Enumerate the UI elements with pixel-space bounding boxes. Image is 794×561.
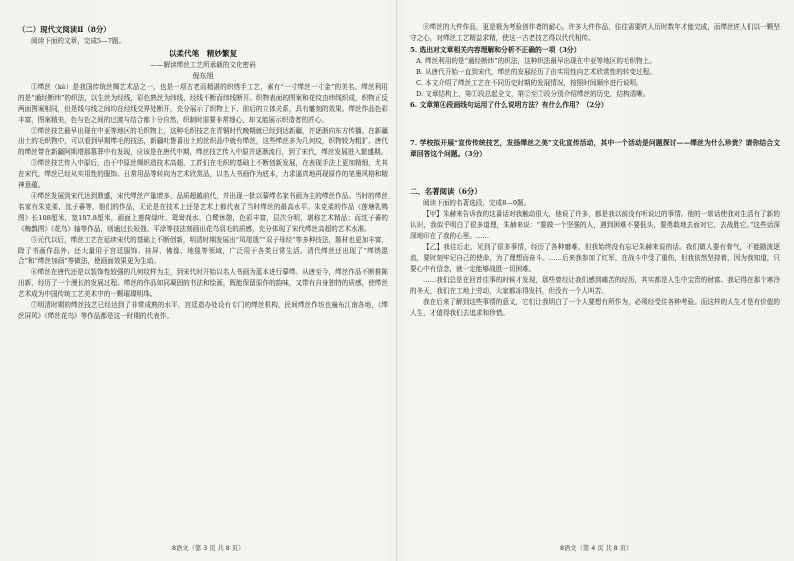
excerpt-yi: 【乙】我往后走，见到了很多事情，经历了各种磨难，但我始终没有忘记朱赫来说的话。我们做人要有骨气，不能随波逐流，要时刻牢记自己的使命，为了理想而奋斗。……后来我参加了红军，在战斗中受了重伤，但我依然坚持着，因为我知道，只要心中有信念，就一定能够战胜一切困难。	[410, 243, 780, 273]
article-author: 倪东旭	[192, 71, 214, 80]
paragraph-8: ⑧缂丝的大件作品，更是极为考验创作者的耐心。许多大件作品，往往需要匠人历时数年才能完成，而缂丝匠人们以一颗坚守之心，对缂丝工艺精益求精，使这一古老技艺得以代代相传。	[410, 23, 780, 42]
paragraph-4: ④缂丝发展到宋代达到鼎盛，宋代缂丝产量增多，品质超越前代，并出现一批以摹缂名家书画为主的缂丝作品。当时的缂丝名家有朱克柔、沈子蕃等，他们的作品，无论是在技术上还是艺术上都代表了当时缂丝的最高水平。朱克柔的作品《莲塘乳鸭图》长108厘米，宽107.8厘米，画面上莲荷绿叶、鸳鸯戏水、白鹭休憩，色彩丰富，层次分明，堪称艺术精品；而沈子蕃的《梅鹊图》《花鸟》轴等作品，则通过长短戗、平涂等技法刻画出花鸟羽毛的质感，充分体现了宋代缂丝高超的艺术水准。	[18, 191, 388, 233]
option-d: D. 文章结构上，第①段总起全文，第②至⑦段分别介绍缂丝的历史，结构清晰。	[416, 89, 650, 98]
excerpt-tail: 我在后来了解到这些事情的意义，它们让我明白了一个人要想有所作为，必须经受住各种考验。而这样的人生才是有价值的人生，才值得我们去追求和珍惜。	[410, 297, 780, 317]
instruction: 阅读下面的名著选段，完成8—9题。	[423, 199, 531, 208]
left-page	[18, 22, 388, 537]
paragraph-5: ⑤元代以后，缂丝工艺在延续宋代的基础上不断创新，明清时期发展出“凤尾戗”“双子母经”等多种技法，题材也更加丰富，除了书画作品外，还大量用于宫廷服饰、挂屏、佛像、地毯等领域，广泛用于各类日常生活。清代缂丝还出现了“缂绣混合”和“缂丝加画”等做法，使画面效果更为生动。	[18, 235, 388, 266]
question-6: 6. 文章第④段画线句运用了什么说明方法？有什么作用？（2分）	[410, 101, 608, 110]
page-footer: 8语文（第 3 页 共 8 页）	[172, 545, 245, 552]
instruction: 阅读下面的文章，完成5—7题。	[31, 37, 126, 45]
option-c: C. 本文介绍了缂丝工艺在不同历史时期的发展情况，按照时间顺序进行说明。	[416, 78, 643, 87]
paragraph-3: ③缂丝技艺传入中原后，由于中原丝绸织造技术高超，工匠们在毛织的基础上不断创新发展，在表现手法上更加精细，尤其在宋代，缂丝已经从实用性的服饰、日常用品等转向为艺术欣赏品，以名人书画作为底本，力求逼真地再现原作的笔墨风格和精神意蕴。	[18, 159, 388, 190]
answer-space	[410, 160, 780, 184]
article-subtitle: ——解读缂丝工艺所承载的文化密码	[150, 60, 256, 69]
option-a: A. 缂丝利用的是“通经断纬”的织法，这种织法最早出现在中亚等地区的毛织物上。	[416, 56, 656, 65]
excerpt-continued: ……我们总是在回首往事的时候才发现，那些曾经让我们感到痛苦的经历，其实都是人生中宝贵的财富。我记得在那个寒冷的冬天，我们在工地上劳动，大家都冻得发抖，但没有一个人叫苦。	[410, 275, 780, 295]
page-fold	[396, 0, 397, 561]
paragraph-7: ⑦明清时期的缂丝技艺已经达到了非常成熟的水平，宫廷造办处设有专门的缂丝机构，民间缂丝作坊也遍布江南各地，《缂丝屏风》《缂丝花鸟》等作品都是这一时期的代表作。	[18, 301, 388, 320]
paragraph-6: ⑥缂丝在唐代还是以装饰性较强的几何纹样为主，到宋代时开始以名人书画为蓝本进行摹缂。从唐至今，缂丝作品不断推陈出新，经历了一个漫长的发展过程。缂丝的作品如同凝固的书法和绘画，既能保留原作的韵味，又带有自身独特的质感，使缂丝艺术成为中国传统工艺美术中的一颗璀璨明珠。	[18, 268, 388, 299]
section-heading: （二）现代文阅读Ⅱ（8分）	[18, 25, 111, 34]
excerpt-jia: 【甲】朱赫来告诉我的这番话对我触动很大，他说了许多，都是我以前没有听说过的事情。他的一席话使我对生活有了新的认识，我似乎明白了很多道理，朱赫来说：“要做一个坚强的人，遇到困难不要低头，要勇敢地去面对它，去战胜它。”这些话深深地印在了我的心里。……	[410, 210, 780, 241]
question-5: 5. 选出对文章相关内容理解和分析不正确的一项（3分）	[410, 45, 581, 54]
question-7: 7. 学校拟开展“宣传传统技艺，发扬缂丝之美”文化宣传活动，其中一个活动是问题探讨——缂丝为什么珍贵？请你结合文章回答这个问题。（3分）	[410, 139, 780, 159]
option-b: B. 从唐代开始一直到宋代，缂丝的发展经历了由实用性向艺术欣赏性的转变过程。	[416, 67, 656, 76]
page-footer: 8语文（第 4 页 共 8 页）	[560, 545, 633, 552]
paragraph-1: ①缂丝（kè）是我国传统丝绸艺术品之一，也是一项古老而精湛的织绣手工艺，素有“一寸缂丝一寸金”的美名。缂丝利用的是“通经断纬”的织法，以生丝为经线，彩色熟丝为纬线，经线不断而纬线断开。织物表面的图案和花纹由纬线织成，织物正反两面图案相同，但是线与线之间均在经线交界处断开，充分展示了织物上下、前后的立体关系，具有雕刻的效果。缂丝作品色彩丰富，图案精美，色与色之间的过渡与结合都十分自然，织制时需要非常细心，却又能展示织造者的匠心。	[18, 82, 388, 124]
right-page	[410, 22, 780, 537]
paragraph-2: ②缂丝技艺最早出现在中亚等地区的毛织物上，这种毛织技艺在青铜时代晚期就已经到达新疆，并逐渐向东方传播。在新疆出土的毛织物中，可以看到早期缂毛的技法，新疆吐鲁番出土的丝织品中就有缂丝，这些缂丝多为几何纹，织物较为粗犷。唐代的缂丝带在新疆阿斯塔那墓葬中有发现，应该是在唐代中期，缂丝技艺传入中原并逐渐流行，到了宋代，缂丝发展进入繁盛期。	[18, 126, 388, 157]
section-heading: 二、名著阅读（6分）	[410, 187, 482, 197]
answer-space	[410, 111, 780, 137]
article-title: 以柔代笔 精妙繁复	[168, 48, 238, 58]
